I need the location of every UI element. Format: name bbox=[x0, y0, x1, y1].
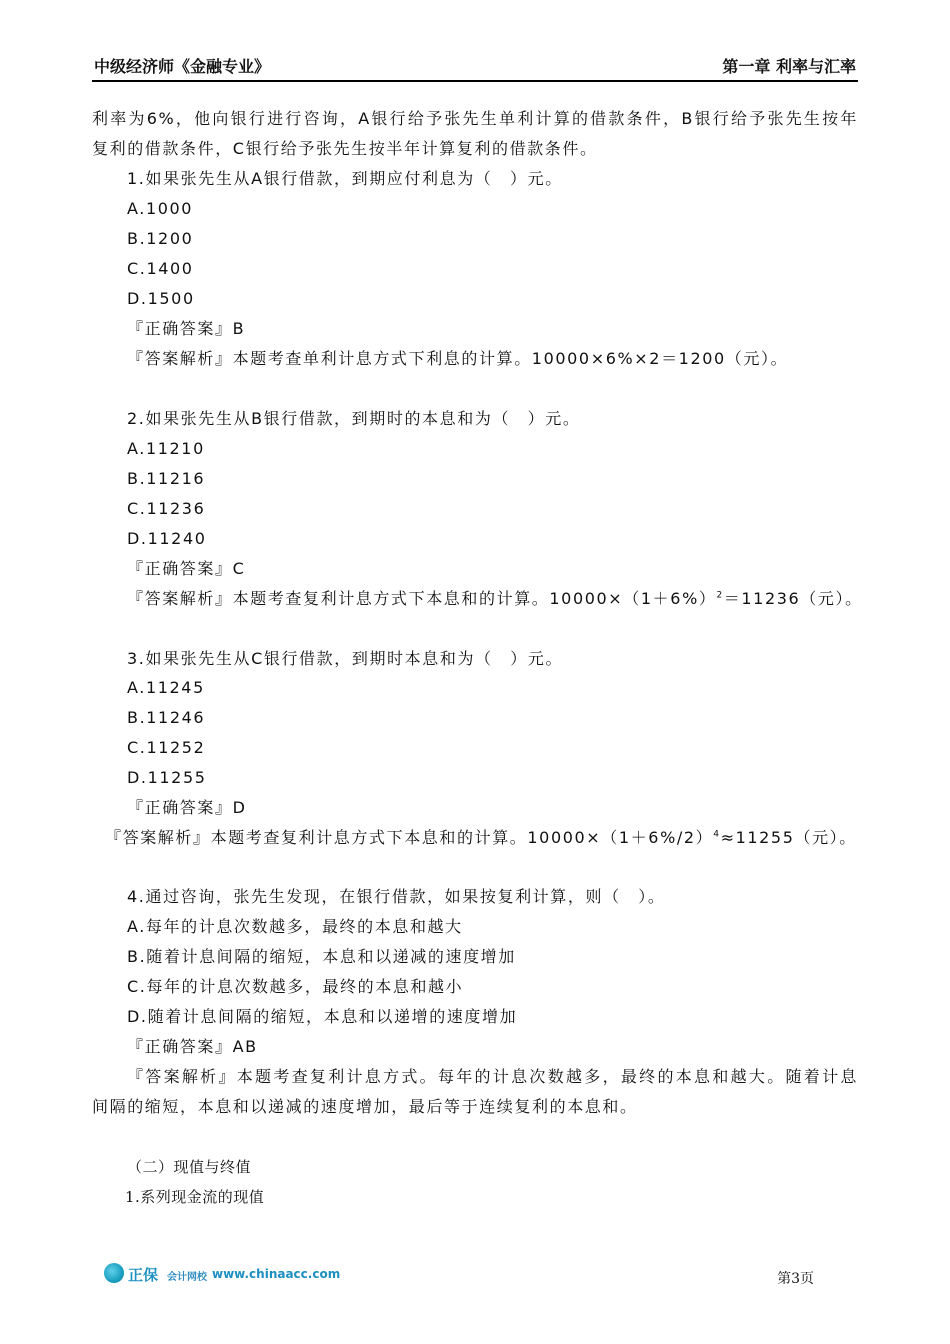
q3-exponent: 4 bbox=[713, 829, 721, 840]
q4-option-b: B.随着计息间隔的缩短，本息和以递减的速度增加 bbox=[127, 947, 516, 966]
logo-icon bbox=[104, 1263, 124, 1283]
q1-option-a: A.1000 bbox=[127, 199, 194, 218]
q1-answer: 『正确答案』B bbox=[127, 319, 246, 338]
intro-line-1: 利率为6%，他向银行进行咨询，A银行给予张先生单利计算的借款条件，B银行给予张先生按年 bbox=[92, 109, 858, 128]
q3-analysis bbox=[105, 828, 857, 848]
q3-option-c: C.11252 bbox=[127, 738, 206, 757]
page-number: 第3页 bbox=[777, 1271, 814, 1287]
q4-analysis-line-2: 间隔的缩短，本息和以递减的速度增加，最后等于连续复利的本息和。 bbox=[92, 1097, 638, 1116]
q4-option-c: C.每年的计息次数越多，最终的本息和越小 bbox=[127, 977, 464, 996]
q2-answer: 『正确答案』C bbox=[127, 559, 246, 578]
q4-answer: 『正确答案』AB bbox=[127, 1037, 258, 1056]
q4-option-a: A.每年的计息次数越多，最终的本息和越大 bbox=[127, 917, 463, 936]
page-header bbox=[92, 52, 858, 82]
q3-answer: 『正确答案』D bbox=[127, 798, 247, 817]
q4-stem: 4.通过咨询，张先生发现，在银行借款，如果按复利计算，则（ ）。 bbox=[127, 887, 666, 906]
q1-stem: 1.如果张先生从A银行借款，到期应付利息为（ ）元。 bbox=[127, 169, 563, 188]
q1-option-b: B.1200 bbox=[127, 229, 194, 248]
section-subheading: 1.系列现金流的现值 bbox=[125, 1188, 265, 1206]
q2-analysis-result: ＝11236（元）。 bbox=[723, 589, 863, 608]
q2-option-d: D.11240 bbox=[127, 529, 207, 548]
q2-analysis bbox=[127, 589, 863, 609]
q2-stem: 2.如果张先生从B银行借款，到期时的本息和为（ ）元。 bbox=[127, 409, 581, 428]
logo-brand: 正保 bbox=[128, 1266, 159, 1284]
q3-option-b: B.11246 bbox=[127, 708, 206, 727]
q2-option-a: A.11210 bbox=[127, 439, 205, 458]
q1-option-c: C.1400 bbox=[127, 259, 194, 278]
q3-analysis-text: 『答案解析』本题考查复利计息方式下本息和的计算。10000×（1＋6%/2） bbox=[105, 828, 714, 847]
q3-option-d: D.11255 bbox=[127, 768, 207, 787]
section-heading: （二）现值与终值 bbox=[127, 1158, 252, 1176]
q3-analysis-result: ≈11255（元）。 bbox=[720, 828, 857, 847]
header-chapter-title: 第一章 利率与汇率 bbox=[722, 57, 856, 76]
q3-stem: 3.如果张先生从C银行借款，到期时本息和为（ ）元。 bbox=[127, 649, 564, 668]
q1-option-d: D.1500 bbox=[127, 289, 195, 308]
q2-analysis-text: 『答案解析』本题考查复利计息方式下本息和的计算。10000×（1＋6%） bbox=[127, 589, 717, 608]
q4-option-d: D.随着计息间隔的缩短，本息和以递增的速度增加 bbox=[127, 1007, 518, 1026]
logo-url: www.chinaacc.com bbox=[212, 1267, 341, 1281]
logo-subtitle: 会计网校 bbox=[167, 1272, 207, 1283]
q2-exponent: 2 bbox=[716, 590, 724, 601]
q2-option-b: B.11216 bbox=[127, 469, 206, 488]
q4-analysis-line-1: 『答案解析』本题考查复利计息方式。每年的计息次数越多，最终的本息和越大。随着计息 bbox=[127, 1067, 858, 1086]
intro-line-2: 复利的借款条件，C银行给予张先生按半年计算复利的借款条件。 bbox=[92, 139, 598, 158]
q3-option-a: A.11245 bbox=[127, 678, 205, 697]
q1-analysis: 『答案解析』本题考查单利计息方式下利息的计算。10000×6%×2＝1200（元）。 bbox=[127, 349, 789, 368]
header-book-title: 中级经济师《金融专业》 bbox=[94, 57, 271, 76]
q2-option-c: C.11236 bbox=[127, 499, 206, 518]
